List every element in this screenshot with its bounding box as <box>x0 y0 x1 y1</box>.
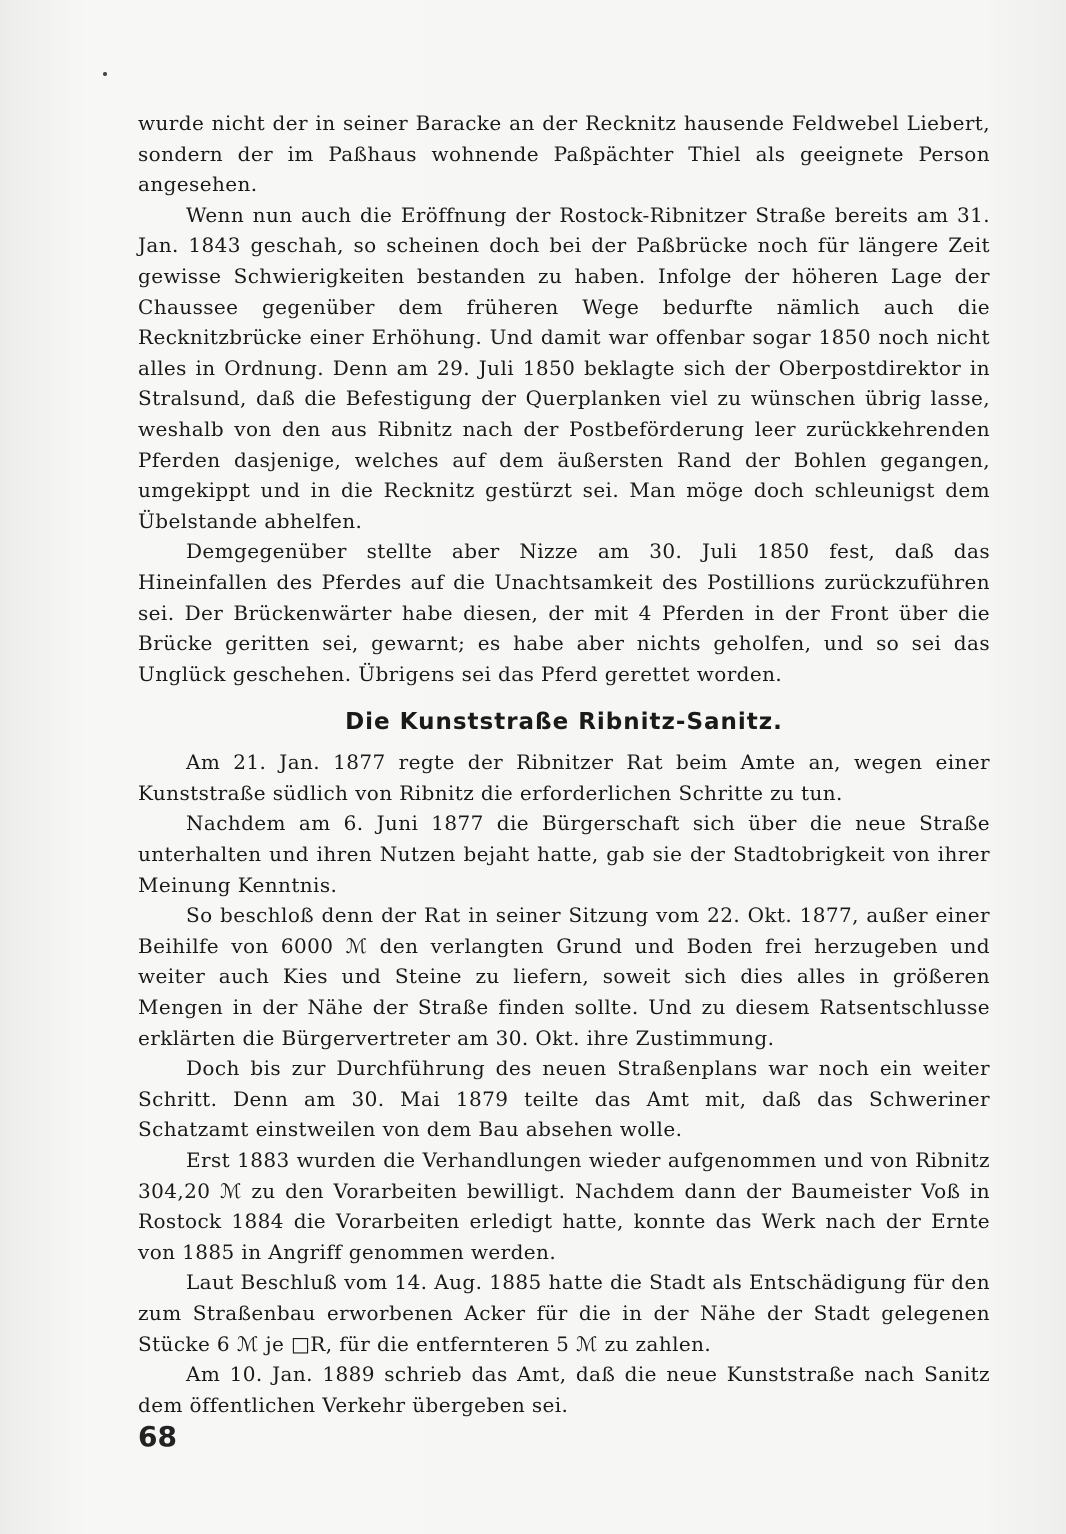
paragraph: Am 10. Jan. 1889 schrieb das Amt, daß die neue Kunststraße nach Sanitz dem öffentlichen Verkehr übergeben sei. <box>138 1362 990 1417</box>
paragraph: wurde nicht der in seiner Baracke an der Recknitz hausende Feldwebel Liebert, sondern der im Paßhaus wohnende Paßpächter Thiel als geeignete Person angesehen. <box>138 111 990 197</box>
paragraph: Doch bis zur Durchführung des neuen Straßenplans war noch ein weiter Schritt. Denn am 30. Mai 1879 teilte das Amt mit, daß das Schweriner Schatzamt einstweilen von dem Bau absehen wolle. <box>138 1056 990 1142</box>
paragraph: Demgegenüber stellte aber Nizze am 30. Juli 1850 fest, daß das Hineinfallen des Pferdes auf die Unachtsamkeit des Postillions zurückzuführen sei. Der Brückenwärter habe diesen, der mit 4 Pferden in der Front über die Brücke geritten sei, gewarnt; es habe aber nichts geholfen, und so sei das Unglück geschehen. Übrigens sei das Pferd gerettet worden. <box>138 539 990 686</box>
ink-speck <box>103 72 107 76</box>
paragraph: Wenn nun auch die Eröffnung der Rostock-Ribnitzer Straße bereits am 31. Jan. 1843 geschah, so scheinen doch bei der Paßbrücke noch für längere Zeit gewisse Schwierigkeiten bestanden zu haben. Infolge der höheren Lage der Chaussee gegenüber dem früheren Wege bedurfte nämlich auch die Recknitzbrücke einer Erhöhung. Und damit war offenbar sogar 1850 noch nicht alles in Ordnung. Denn am 29. Juli 1850 beklagte sich der Oberpostdirektor in Stralsund, daß die Befestigung der Querplanken viel zu wünschen übrig lasse, weshalb von den aus Ribnitz nach der Postbeförderung leer zurückkehrenden Pferden dasjenige, welches auf dem äußersten Rand der Bohlen gegangen, umgekippt und in die Recknitz gestürzt sei. Man möge doch schleunigst dem Übelstande abhelfen. <box>138 202 990 533</box>
paragraph: Nachdem am 6. Juni 1877 die Bürgerschaft sich über die neue Straße unterhalten und ihren Nutzen bejaht hatte, gab sie der Stadtobrigkeit von ihrer Meinung Kenntnis. <box>138 811 990 897</box>
page-number: 68 <box>138 1420 177 1453</box>
paragraph: Laut Beschluß vom 14. Aug. 1885 hatte die Stadt als Entschädigung für den zum Straßenbau erworbenen Acker für die in der Nähe der Stadt gelegenen Stücke 6 ℳ je □R, für die entfernteren 5 ℳ zu zahlen. <box>138 1270 990 1356</box>
body-text <box>138 108 990 1420</box>
section-heading: Die Kunststraße Ribnitz-Sanitz. <box>345 709 783 736</box>
paragraph: Am 21. Jan. 1877 regte der Ribnitzer Rat beim Amte an, wegen einer Kunststraße südlich von Ribnitz die erforderlichen Schritte zu tun. <box>138 750 990 805</box>
paragraph: So beschloß denn der Rat in seiner Sitzung vom 22. Okt. 1877, außer einer Beihilfe von 6000 ℳ den verlangten Grund und Boden frei herzugeben und weiter auch Kies und Steine zu liefern, soweit sich dies alles in größeren Mengen in der Nähe der Straße finden sollte. Und zu diesem Ratsentschlusse erklärten die Bürgervertreter am 30. Okt. ihre Zustimmung. <box>138 903 990 1050</box>
paragraph: Erst 1883 wurden die Verhandlungen wieder aufgenommen und von Ribnitz 304,20 ℳ zu den Vorarbeiten bewilligt. Nachdem dann der Baumeister Voß in Rostock 1884 die Vorarbeiten erledigt hatte, konnte das Werk nach der Ernte von 1885 in Angriff genommen werden. <box>138 1148 990 1264</box>
